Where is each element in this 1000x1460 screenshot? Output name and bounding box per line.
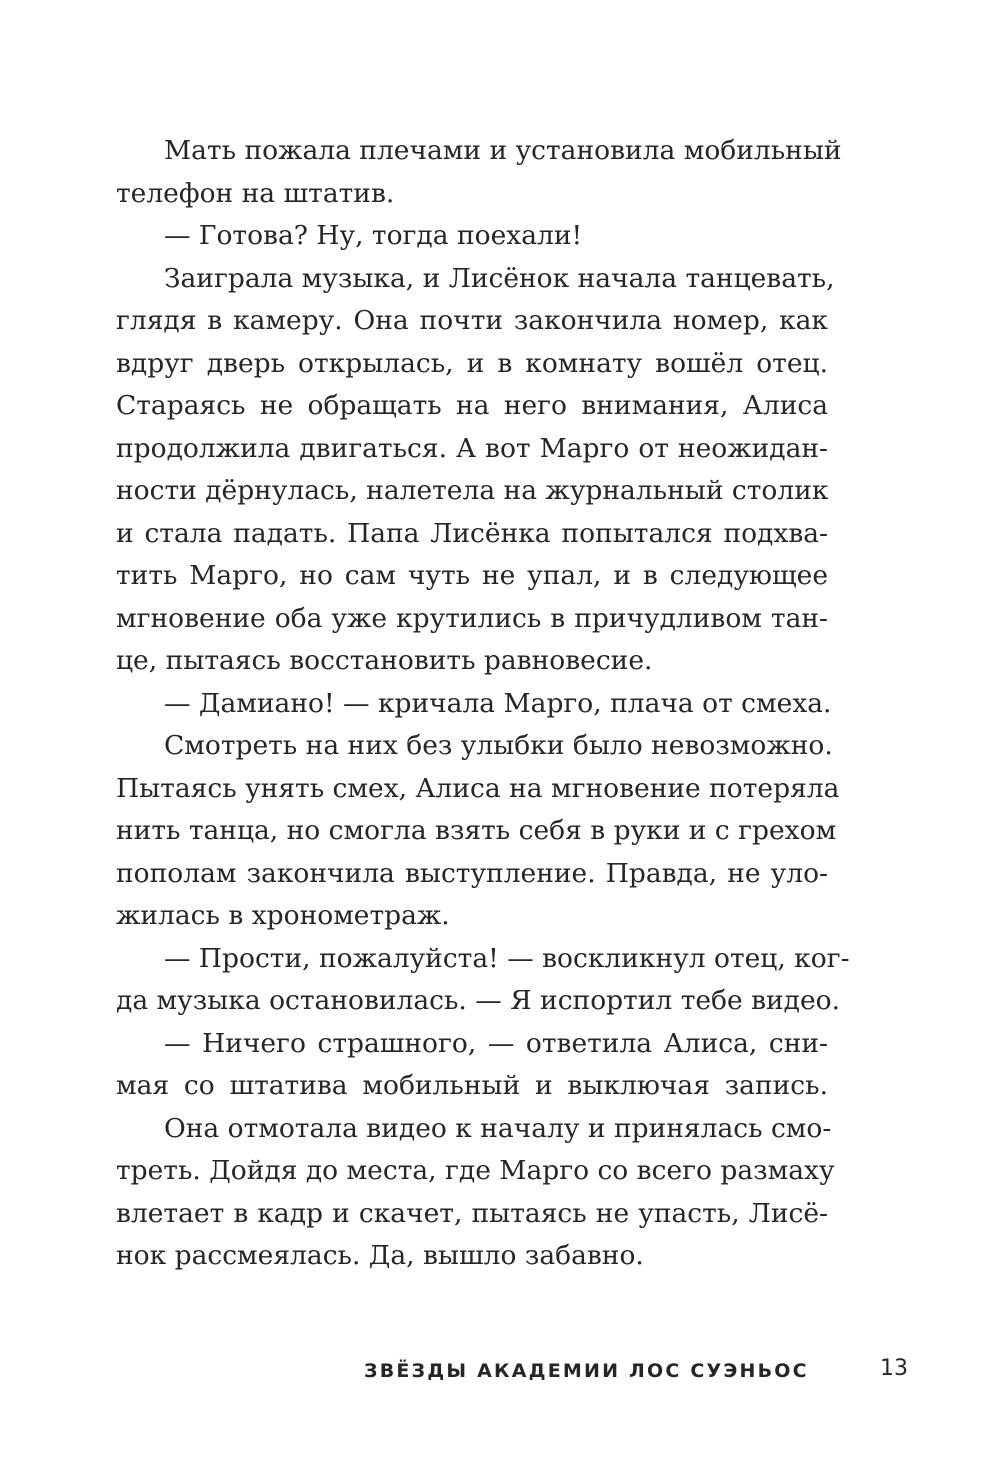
text-line: — Ничего страшного, — ответила Алиса, сни- [164, 1027, 828, 1059]
text-line: Пытаясь унять смех, Алиса на мгновение потеряла [116, 772, 840, 804]
text-line: треть. Дойдя до места, где Марго со всего размаху [116, 1155, 835, 1186]
text-line: вдруг дверь открылась, и в комнату вошёл отец. [116, 347, 828, 379]
text-line: продолжила двигаться. А вот Марго от неожидан- [116, 432, 828, 464]
text-line: Она отмотала видео к началу и принялась смо- [164, 1112, 832, 1144]
text-line: жилась в хронометраж. [116, 900, 450, 931]
text-line: влетает в кадр и скачет, пытаясь не упасть, Лисё- [116, 1197, 828, 1229]
text-line: ности дёрнулась, налетела на журнальный столик [116, 475, 829, 506]
text-line: — Прости, пожалуйста! — воскликнул отец, ког- [164, 942, 850, 974]
running-footer-book-title: ЗВЁЗДЫ АКАДЕМИИ ЛОС СУЭНЬОС [364, 1360, 809, 1382]
page-body [116, 130, 850, 1278]
page-number: 13 [880, 1356, 908, 1381]
text-line: да музыка остановилась. — Я испортил тебе видео. [116, 985, 841, 1016]
text-line: тить Марго, но сам чуть не упал, и в следующее [116, 560, 828, 591]
text-line: Мать пожала плечами и установила мобильный [164, 135, 842, 166]
text-line: — Дамиано! — кричала Марго, плача от смеха. [164, 687, 832, 719]
text-line: — Готова? Ну, тогда поехали! [164, 220, 583, 251]
text-line: нить танца, но смогла взять себя в руки и с грехом [116, 815, 837, 846]
text-line: це, пытаясь восстановить равновесие. [116, 645, 653, 676]
text-line: мгновение оба уже крутились в причудливом тан- [116, 602, 828, 634]
text-line: телефон на штатив. [116, 177, 395, 209]
text-line: мая со штатива мобильный и выключая запись. [116, 1070, 828, 1101]
text-line: Стараясь не обращать на него внимания, Алиса [116, 390, 828, 421]
text-line: пополам закончила выступление. Правда, не уло- [116, 857, 828, 889]
text-line: и стала падать. Папа Лисёнка попытался подхва- [116, 517, 828, 549]
text-line: Заиграла музыка, и Лисёнок начала танцевать, [164, 262, 835, 294]
text-line: Смотреть на них без улыбки было невозможно. [164, 730, 833, 761]
text-line: нок рассмеялась. Да, вышло забавно. [116, 1240, 644, 1271]
text-line: глядя в камеру. Она почти закончила номер, как [116, 305, 828, 336]
